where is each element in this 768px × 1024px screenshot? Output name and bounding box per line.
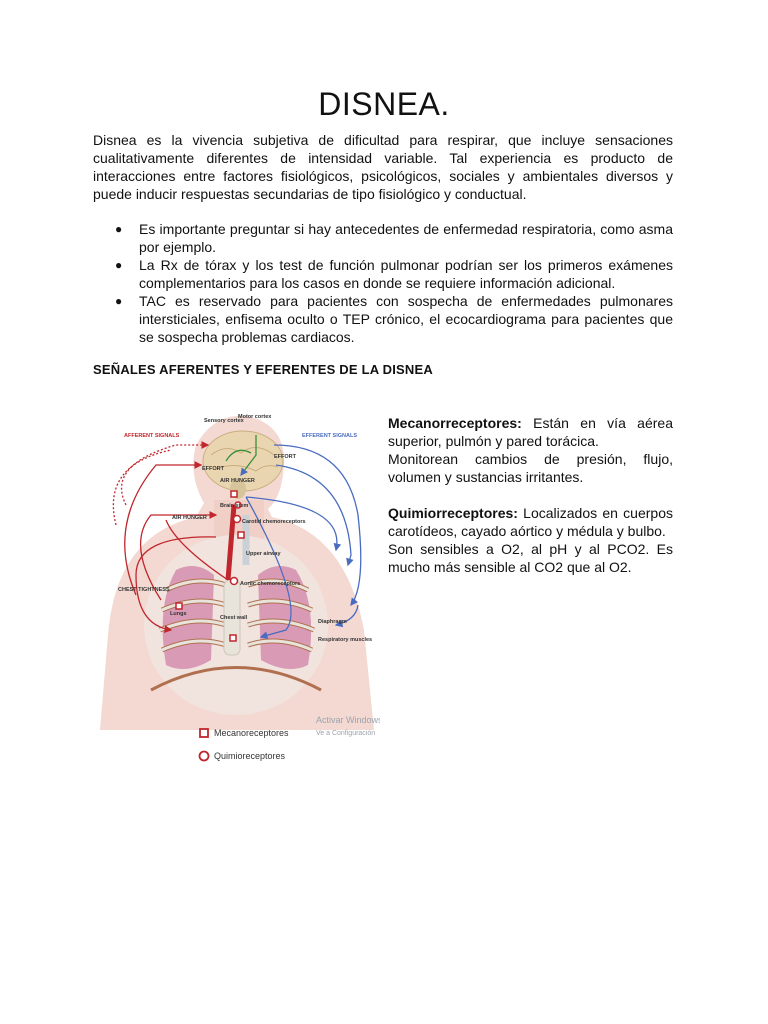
label-lungs: Lungs bbox=[170, 611, 187, 617]
legend-square-icon bbox=[200, 729, 208, 737]
mechano-heading: Mecanorreceptores: bbox=[388, 415, 522, 431]
label-aortic: Aortic chemoreceptors bbox=[240, 581, 301, 587]
list-item-text: Es importante preguntar si hay antecedentes de enfermedad respiratoria, como asma por ejemplo. bbox=[139, 221, 673, 255]
label-brain-stem: Brain stem bbox=[220, 503, 249, 509]
watermark-line2: Ve a Configuración bbox=[316, 730, 376, 737]
chemo-text-2: Son sensibles a O2, al pH y al PCO2. Es mucho más sensible al CO2 que al O2. bbox=[388, 541, 673, 575]
chemo-text: Localizados en cuerpos carotídeos, cayado aórtico y médula y bulbo. bbox=[388, 505, 673, 539]
watermark-line1: Activar Windows bbox=[316, 715, 380, 725]
label-chest-wall: Chest wall bbox=[220, 615, 248, 621]
mechano-text-2: Monitorean cambios de presión, flujo, volumen y sustancias irritantes. bbox=[388, 451, 673, 485]
label-effort-right: EFFORT bbox=[274, 454, 296, 460]
page-title: DISNEA. bbox=[318, 86, 450, 122]
list-item-text: TAC es reservado para pacientes con sospecha de enfermedades pulmonares intersticiales, enfisema oculto o TEP crónico, el ecocardiograma para pacientes que se sospecha problemas cardiacos. bbox=[139, 293, 673, 345]
intro-paragraph: Disnea es la vivencia subjetiva de dificultad para respirar, que incluye sensaciones cualitativamente diferentes de intensidad variable. Tal experiencia es producto de interacciones entre factores fisiológicos, psicológicos, sociales y ambientales diversos y puede inducir respuestas secundarias de tipo fisiológico y conductual. bbox=[93, 132, 673, 202]
chemo-paragraph bbox=[388, 504, 673, 576]
label-air-hunger-brain: AIR HUNGER bbox=[220, 478, 255, 484]
dyspnea-signals-figure bbox=[96, 405, 380, 767]
legend-circle-icon bbox=[200, 752, 209, 761]
legend-mechano: Mecanoreceptores bbox=[214, 728, 289, 738]
receptor-description bbox=[388, 414, 673, 594]
label-motor-cortex: Motor cortex bbox=[238, 414, 272, 420]
list-item bbox=[93, 292, 673, 346]
list-item bbox=[93, 256, 673, 292]
label-efferent-signals: EFFERENT SIGNALS bbox=[302, 433, 358, 439]
label-chest-tightness: CHEST TIGHTNESS bbox=[118, 587, 170, 593]
chemo-heading: Quimiorreceptores: bbox=[388, 505, 518, 521]
label-diaphragm: Diaphragm bbox=[318, 619, 347, 625]
section-heading: SEÑALES AFERENTES Y EFERENTES DE LA DISNEA bbox=[93, 362, 433, 377]
list-item bbox=[93, 220, 673, 256]
label-afferent-signals: AFFERENT SIGNALS bbox=[124, 433, 180, 439]
label-effort-left: EFFORT bbox=[202, 466, 224, 472]
label-respiratory-muscles: Respiratory muscles bbox=[318, 637, 373, 643]
bullet-icon: ● bbox=[115, 294, 123, 308]
legend-chemo: Quimioreceptores bbox=[214, 751, 286, 761]
bullet-list bbox=[93, 220, 673, 346]
list-item-text: La Rx de tórax y los test de función pulmonar podrían ser los primeros exámenes complementarios para los casos en donde se requiere información adicional. bbox=[139, 257, 673, 291]
label-air-hunger-left: AIR HUNGER bbox=[172, 515, 207, 521]
mechano-text: Están en vía aérea superior, pulmón y pared torácica. bbox=[388, 415, 673, 449]
label-upper-airway: Upper airway bbox=[246, 551, 281, 557]
bullet-icon: ● bbox=[115, 258, 123, 272]
label-sensory-cortex: Sensory cortex bbox=[204, 418, 244, 424]
anatomy-illustration bbox=[96, 405, 380, 767]
bullet-icon: ● bbox=[115, 222, 123, 236]
mechano-paragraph bbox=[388, 414, 673, 486]
label-carotid: Carotid chemoreceptors bbox=[242, 519, 306, 525]
